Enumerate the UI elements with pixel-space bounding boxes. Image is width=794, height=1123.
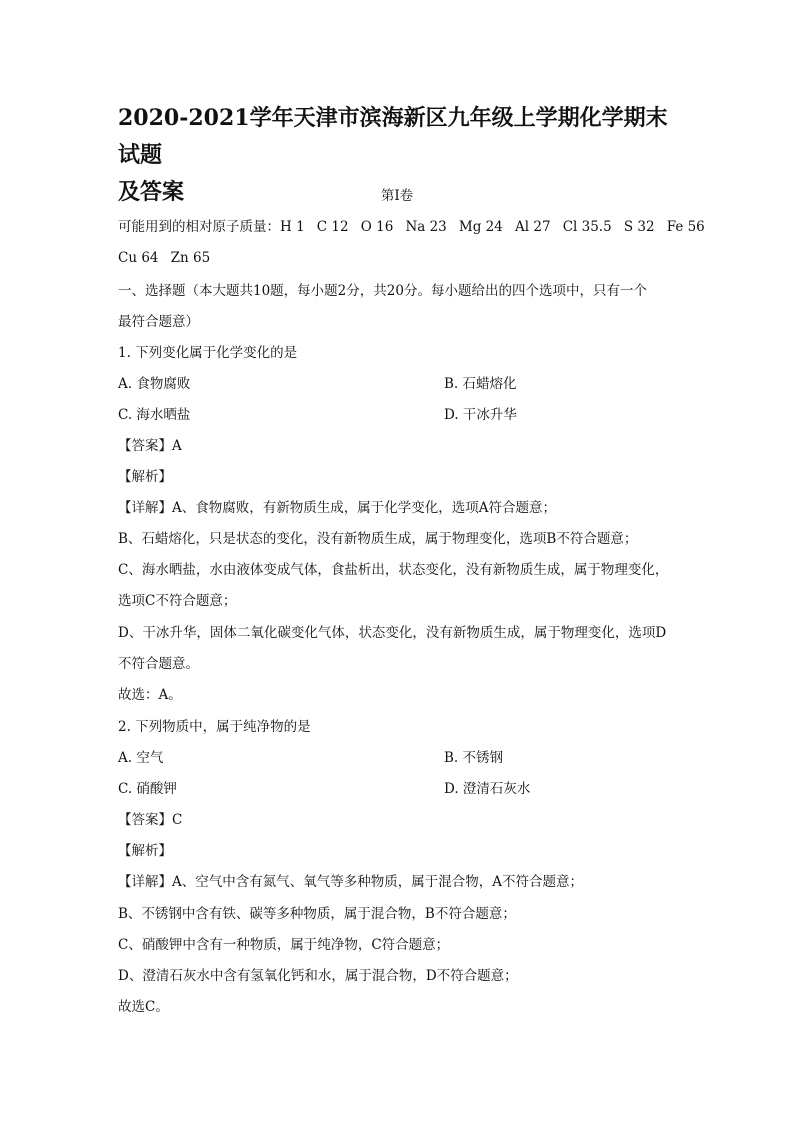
instructions-line-1: 一、选择题（本大题共10题，每小题2分，共20分。每小题给出的四个选项中，只有一个	[118, 283, 647, 299]
atomic-mass-item: Zn 65	[170, 250, 211, 266]
question-1-option-d: D. 干冰升华	[444, 407, 517, 423]
question-1-detail: 【详解】A、食物腐败，有新物质生成，属于化学变化，选项A符合题意；	[118, 500, 556, 516]
question-1-detail: 选项C不符合题意；	[118, 593, 237, 609]
atomic-mass-item: Cu 64	[118, 250, 159, 266]
atomic-mass-item: Cl 35.5	[562, 219, 612, 235]
question-2-option-c: C. 硝酸钾	[118, 781, 177, 797]
question-2-detail: B、不锈钢中含有铁、碳等多种物质，属于混合物，B不符合题意；	[118, 906, 516, 922]
question-2-answer: 【答案】C	[118, 812, 183, 828]
question-1-answer: 【答案】A	[118, 438, 182, 454]
question-1-detail: D、干冰升华，固体二氧化碳变化气体，状态变化，没有新物质生成，属于物理变化，选项D	[118, 625, 667, 641]
instructions-line-2: 最符合题意）	[118, 314, 199, 330]
question-2-analysis-label: 【解析】	[118, 843, 172, 859]
question-2-detail: D、澄清石灰水中含有氢氧化钙和水，属于混合物，D不符合题意；	[118, 968, 518, 984]
atomic-mass-line-1	[118, 218, 705, 236]
atomic-mass-item: C 12	[316, 219, 349, 235]
question-1-option-c: C. 海水晒盐	[118, 407, 191, 423]
question-1-detail: C、海水晒盐，水由液体变成气体，食盐析出，状态变化，没有新物质生成，属于物理变化，	[118, 562, 669, 578]
section-heading: 第I卷	[380, 188, 414, 204]
question-2-detail: C、硝酸钾中含有一种物质，属于纯净物，C符合题意；	[118, 937, 450, 953]
question-2-detail: 【详解】A、空气中含有氮气、氧气等多种物质，属于混合物，A不符合题意；	[118, 874, 583, 890]
atomic-mass-item: Al 27	[515, 219, 551, 235]
question-2-option-b: B. 不锈钢	[444, 750, 504, 766]
question-2-option-a: A. 空气	[118, 750, 164, 766]
atomic-mass-item: O 16	[360, 219, 394, 235]
atomic-mass-item: H 1	[280, 219, 305, 235]
question-1-option-a: A. 食物腐败	[118, 376, 191, 392]
question-1-conclusion: 故选：A。	[118, 687, 182, 703]
question-2-conclusion: 故选C。	[118, 999, 169, 1015]
question-2-option-d: D. 澄清石灰水	[444, 781, 531, 797]
atomic-mass-item: S 32	[623, 219, 655, 235]
question-1-detail: 不符合题意。	[118, 656, 199, 672]
atomic-mass-item: Mg 24	[458, 219, 503, 235]
question-1-analysis-label: 【解析】	[118, 469, 172, 485]
atomic-mass-label: 可能用到的相对原子质量：	[118, 219, 280, 235]
title-line-2: 及答案	[118, 179, 185, 205]
atomic-mass-item: Na 23	[405, 219, 447, 235]
title-line-1: 2020-2021学年天津市滨海新区九年级上学期化学期末试题	[118, 105, 668, 168]
question-1-stem: 1. 下列变化属于化学变化的是	[118, 345, 298, 361]
question-2-stem: 2. 下列物质中，属于纯净物的是	[118, 719, 311, 735]
atomic-mass-line-2	[118, 249, 210, 267]
question-1-detail: B、石蜡熔化，只是状态的变化，没有新物质生成，属于物理变化，选项B不符合题意；	[118, 531, 638, 547]
question-1-option-b: B. 石蜡熔化	[444, 376, 517, 392]
atomic-mass-item: Fe 56	[666, 219, 705, 235]
